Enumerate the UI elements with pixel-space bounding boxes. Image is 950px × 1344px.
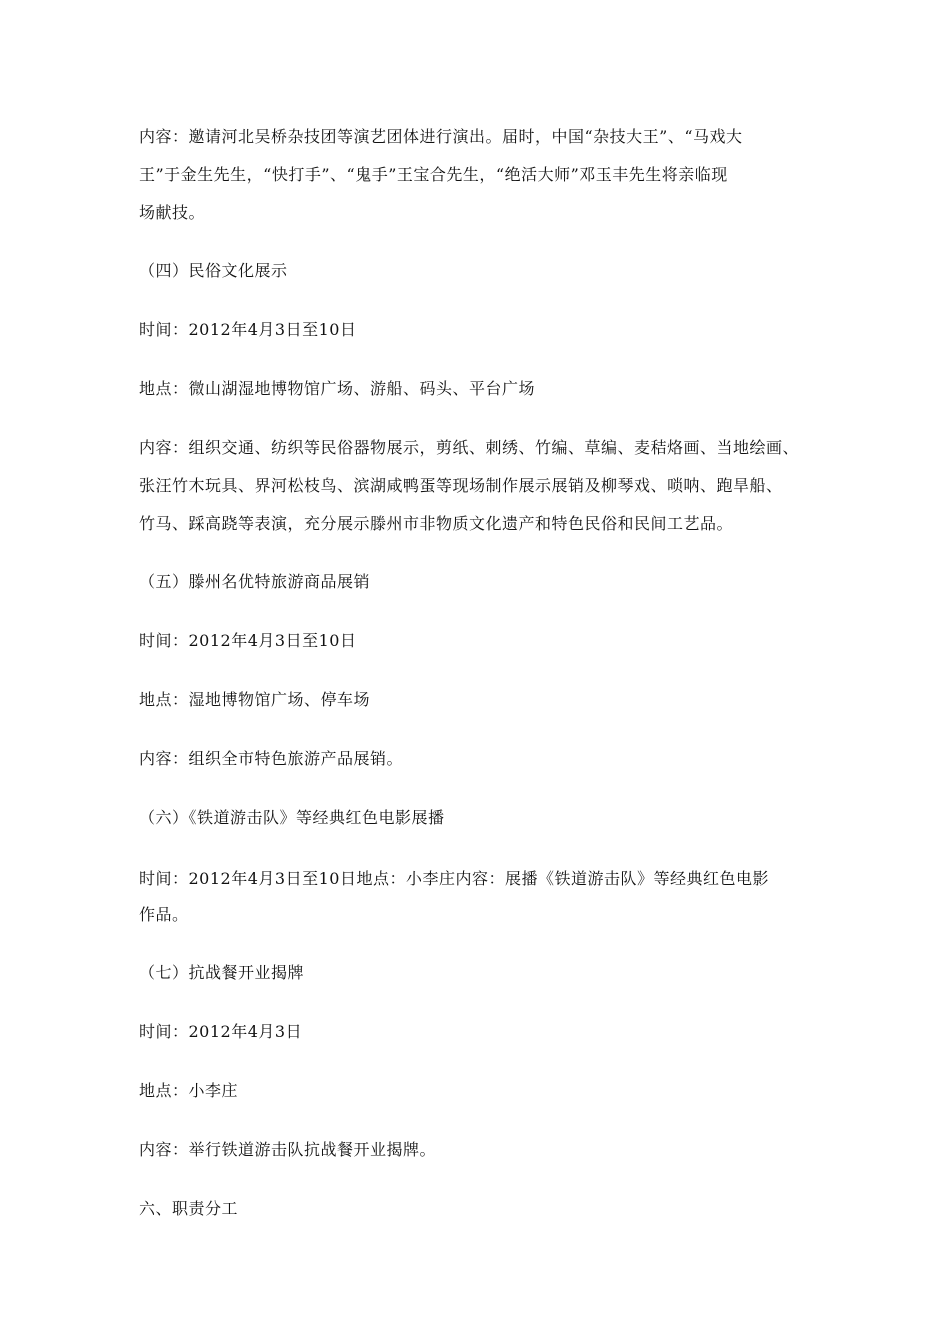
time-line: 时间：2012年4月3日至10日 <box>139 631 357 650</box>
time-line: 时间：2012年4月3日 <box>139 1022 303 1041</box>
paragraph-line: 王”于金生先生，“快打手”、“鬼手”王宝合先生，“绝活大师”邓玉丰先生将亲临现 <box>139 165 728 184</box>
section-heading: （七）抗战餐开业揭牌 <box>139 963 305 982</box>
paragraph-line: 内容：邀请河北吴桥杂技团等演艺团体进行演出。届时，中国“杂技大王”、“马戏大 <box>139 127 743 146</box>
paragraph-line: 张汪竹木玩具、界河松枝鸟、滨湖咸鸭蛋等现场制作展示展销及柳琴戏、唢呐、跑旱船、 <box>139 476 783 495</box>
section-heading: （六）《铁道游击队》等经典红色电影展播 <box>139 808 445 827</box>
content-line: 内容：举行铁道游击队抗战餐开业揭牌。 <box>139 1140 437 1159</box>
paragraph-line: 时间：2012年4月3日至10日地点：小李庄内容：展播《铁道游击队》等经典红色电影 <box>139 869 769 888</box>
location-line: 地点：小李庄 <box>139 1081 239 1100</box>
paragraph-line: 内容：组织交通、纺织等民俗器物展示，剪纸、刺绣、竹编、草编、麦秸烙画、当地绘画、 <box>139 438 800 457</box>
content-line: 内容：组织全市特色旅游产品展销。 <box>139 749 404 768</box>
paragraph-line: 场献技。 <box>139 203 206 222</box>
section-heading: （四）民俗文化展示 <box>139 261 288 280</box>
section-heading: 六、职责分工 <box>139 1199 239 1218</box>
section-heading: （五）滕州名优特旅游商品展销 <box>139 572 371 591</box>
time-line: 时间：2012年4月3日至10日 <box>139 320 357 339</box>
paragraph-line: 竹马、踩高跷等表演，充分展示滕州市非物质文化遗产和特色民俗和民间工艺品。 <box>139 514 734 533</box>
paragraph-line: 作品。 <box>139 905 189 924</box>
location-line: 地点：微山湖湿地博物馆广场、游船、码头、平台广场 <box>139 379 536 398</box>
location-line: 地点：湿地博物馆广场、停车场 <box>139 690 371 709</box>
